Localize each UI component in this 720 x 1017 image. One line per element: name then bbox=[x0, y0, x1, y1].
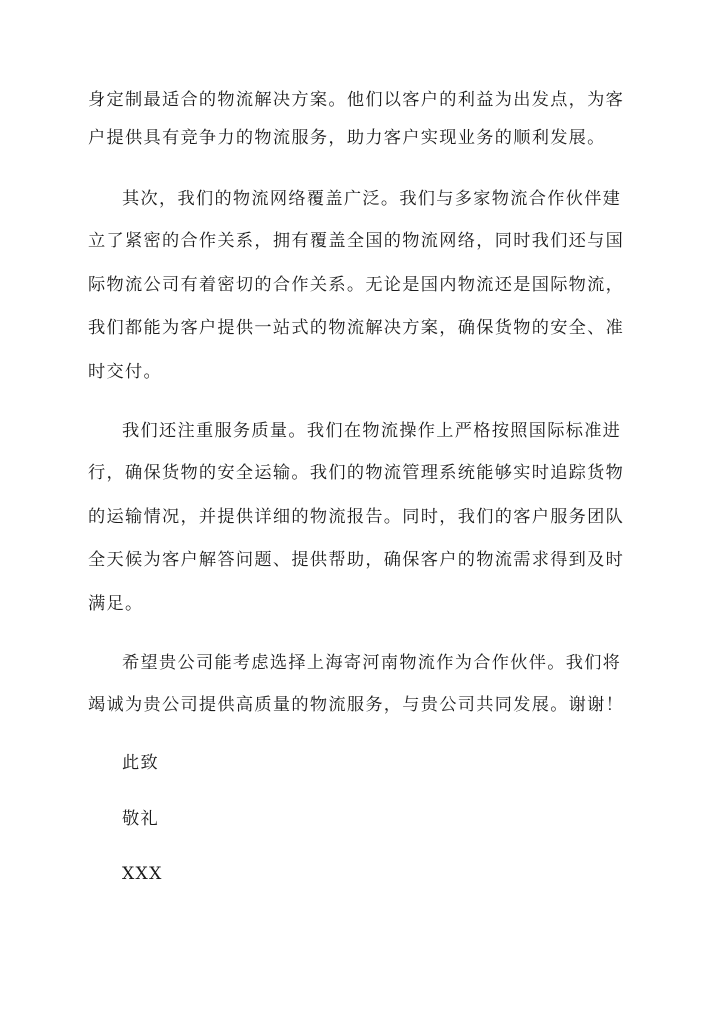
paragraph-line: 我们都能为客户提供一站式的物流解决方案，确保货物的安全、准 bbox=[88, 318, 625, 338]
paragraph-line: 身定制最适合的物流解决方案。他们以客户的利益为出发点，为客 bbox=[88, 90, 625, 110]
paragraph-line: 满足。 bbox=[88, 594, 144, 614]
paragraph-line: 我们还注重服务质量。我们在物流操作上严格按照国际标准进 bbox=[122, 421, 622, 441]
paragraph-line: 立了紧密的合作关系，拥有覆盖全国的物流网络，同时我们还与国 bbox=[88, 231, 625, 251]
paragraph-line: 户提供具有竞争力的物流服务，助力客户实现业务的顺利发展。 bbox=[88, 128, 606, 148]
paragraph-line: 的运输情况，并提供详细的物流报告。同时，我们的客户服务团队 bbox=[88, 507, 625, 527]
paragraph-line: 际物流公司有着密切的合作关系。无论是国内物流还是国际物流， bbox=[88, 275, 625, 295]
closing-text: 此致 bbox=[122, 753, 159, 773]
paragraph-line: 全天候为客户解答问题、提供帮助，确保客户的物流需求得到及时 bbox=[88, 550, 625, 570]
paragraph-line: 其次，我们的物流网络覆盖广泛。我们与多家物流合作伙伴建 bbox=[122, 189, 622, 209]
salutation-text: 敬礼 bbox=[122, 809, 159, 829]
signature-text: XXX bbox=[122, 864, 163, 884]
paragraph-line: 希望贵公司能考虑选择上海寄河南物流作为合作伙伴。我们将 bbox=[122, 653, 622, 673]
paragraph-line: 时交付。 bbox=[88, 362, 162, 382]
paragraph-line: 竭诚为贵公司提供高质量的物流服务，与贵公司共同发展。谢谢！ bbox=[88, 695, 625, 715]
paragraph-line: 行，确保货物的安全运输。我们的物流管理系统能够实时追踪货物 bbox=[88, 463, 625, 483]
